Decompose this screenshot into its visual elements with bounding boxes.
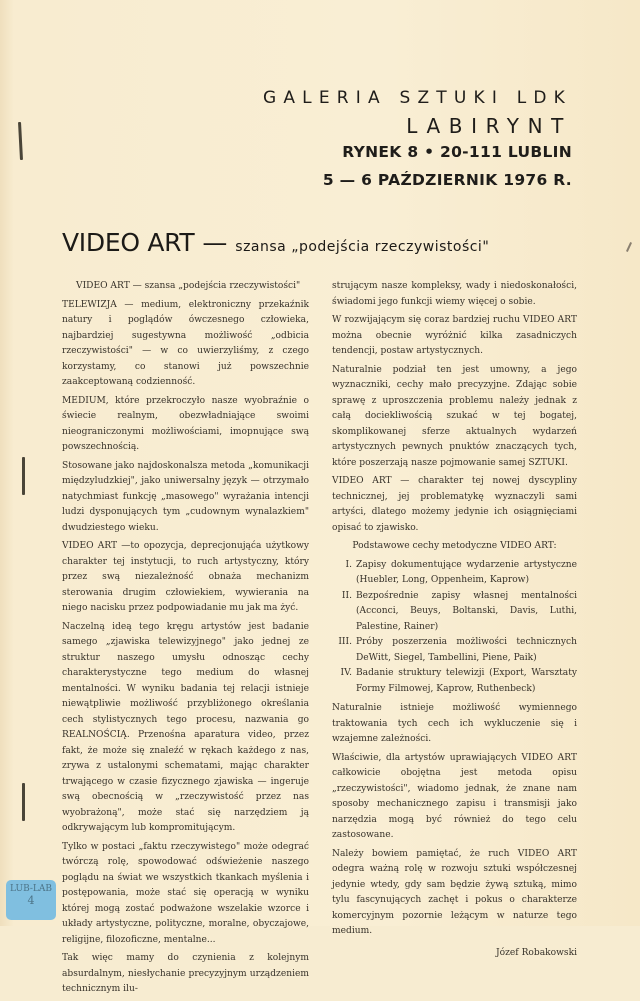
paragraph: Stosowane jako najdoskonalsza metoda „komunikacji międzyludzkiej", jako uniwersalny język — otrzymało natychmiast funkcję „masowego" wyrażania intencji ludzi dysponujących tym „cudownym wynalazkiem" dwudziestego wieku. <box>62 460 309 533</box>
paragraph: TELEWIZJA — medium, elektroniczny przekaźnik natury i poglądów ówczesnego człowieka, najbardziej sugestywna możliwość „odbicia rzeczywistości" — w co uwierzyliśmy, z czego korzystamy, co stanowi już powszechnie zaakceptowaną codzienność. <box>62 299 309 387</box>
list-number: I. <box>345 559 352 570</box>
pencil-mark <box>626 242 632 252</box>
list-text: Bezpośrednie zapisy własnej mentalności (Acconci, Beuys, Boltanski, Davis, Luthi, Palestine, Rainer) <box>356 590 577 632</box>
paragraph: MEDIUM, które przekroczyło nasze wyobraźnie o świecie realnym, obezwładniające swoimi nieograniczonymi możliwościami, imopnujące swą powszechnością. <box>62 395 309 452</box>
gallery-name: GALERIA SZTUKI LDK <box>262 88 572 108</box>
author-signature: Józef Robakowski <box>496 947 577 958</box>
archive-stamp <box>6 880 56 920</box>
list-item <box>332 666 577 697</box>
list-item <box>332 589 577 636</box>
list-text: Badanie struktury telewizji (Export, Warsztaty Formy Filmowej, Kaprow, Ruthenbeck) <box>356 668 577 694</box>
list-intro: Podstawowe cechy metodyczne VIDEO ART: <box>352 541 557 551</box>
paragraph: VIDEO ART — szansa „podejścia rzeczywistości" <box>76 281 301 291</box>
paragraph: strującym nasze kompleksy, wady i niedoskonałości, świadomi jego funkcji wiemy więcej o sobie. <box>332 281 577 307</box>
title-dash: — <box>194 228 236 257</box>
staple-mark-bottom <box>22 783 25 821</box>
paragraph: VIDEO ART — charakter tej nowej dyscypliny technicznej, jej problematykę wyznaczyli sami artyści, dlatego możemy jedynie ich osiągnięciami opisać to zjawisko. <box>332 476 577 533</box>
paragraph: Właściwie, dla artystów uprawiających VIDEO ART całkowicie obojętna jest metoda opisu „rzeczywistości", wiadomo jednak, że znane nam sposoby mechanicznego zapisu i transmisji jako narzędzia mogą być również do tego celu zastosowane. <box>332 752 577 840</box>
event-date: 5 — 6 PAŹDZIERNIK 1976 R. <box>322 171 572 189</box>
staple-mark-top <box>18 122 23 160</box>
paragraph: Naturalnie istnieje możliwość wymiennego traktowania tych cech ich wykluczenie się i wzajemne zależności. <box>332 703 577 744</box>
gallery-address: RYNEK 8 • 20-111 LUBLIN <box>342 143 572 161</box>
list-number: III. <box>338 637 352 647</box>
title-main: VIDEO ART <box>62 228 195 257</box>
list-item <box>332 635 577 666</box>
paragraph: Należy bowiem pamiętać, że ruch VIDEO ART odegra ważną rolę w rozwoju sztuki współczesnej jedynie wtedy, gdy sam będzie żywą sztuką, mimo tylu fascynujących zachęt i pokus o charakterze komercyjnym pozornie leżącym w naturze tego medium. <box>332 848 577 936</box>
title-subtitle: szansa „podejścia rzeczywistości" <box>235 239 490 255</box>
paragraph: Naczelną ideą tego kręgu artystów jest badanie samego „zjawiska telewizyjnego" jako jednej ze struktur naszego umysłu odnosząc cechy charakterystyczne tego medium do własnej mentalności. W wyniku badania tej relacji istnieje niewątpliwie możliwość przybliżonego określania cech stylistycznych tego procesu, nazwania go REALNOŚCIĄ. Przenośna aparatura video, przez fakt, że może się znaleźć w rękach każdego z nas, zrywa z ustalonymi schematami, mając charakter trwającego w czasie fizycznego zjawiska — ingeruje swą obecnością w „rzeczywistość przez nas wyobrażoną", może stać się narzędziem ją odkrywającym lub kompromitującym. <box>62 621 309 833</box>
list-number: IV. <box>340 668 352 678</box>
gallery-title: LABIRYNT <box>406 114 572 138</box>
paragraph: W rozwijającym się coraz bardziej ruchu VIDEO ART można obecnie wyróżnić kilka zasadniczych tendencji, postaw artystycznych. <box>332 315 577 356</box>
paragraph: Tylko w postaci „faktu rzeczywistego" może odegrać twórczą rolę, spowodować odświeżenie naszego poglądu na świat we wszystkich tkankach myślenia i postępowania, może stać się operacją w wyniku której mogą zostać podważone wszelakie wzorce i układy artystyczne, polityczne, moralne, obyczajowe, religijne, filozoficzne, mentalne... <box>62 841 309 945</box>
right-column <box>332 279 577 964</box>
methods-list <box>332 558 577 698</box>
article-title <box>62 228 489 257</box>
paragraph: Tak więc mamy do czynienia z kolejnym absurdalnym, niesłychanie precyzyjnym urządzeniem technicznym ilu- <box>62 953 309 994</box>
list-number: II. <box>341 590 352 601</box>
left-column <box>62 279 309 1001</box>
list-text: Zapisy dokumentujące wydarzenie artystyczne (Huebler, Long, Oppenheim, Kaprow) <box>356 559 577 585</box>
list-item <box>332 558 577 589</box>
list-text: Próby poszerzenia możliwości technicznych DeWitt, Siegel, Tambellini, Piene, Paik) <box>356 637 577 663</box>
stamp-label: LUB-LAB <box>10 884 52 894</box>
paragraph: Naturalnie podział ten jest umowny, a jego wyznaczniki, cechy mało precyzyjne. Zdając sobie sprawę z uproszczenia problemu należy jednak z całą dociekliwością szukać w tej bogatej, skomplikowanej sferze aktualnych wydarzeń artystycznych pewnych pnuktów znaczących tych, które poszerzają nasze pojmowanie samej SZTUKI. <box>332 364 577 468</box>
paragraph: VIDEO ART —to opozycja, deprecjonująća użytkowy charakter tej instytucji, to ruch artystyczny, który przez swą niezależność obnaża mechanizm sterowania drugim człowiekiem, wywierania na niego nacisku przez podpowiadanie mu jak ma żyć. <box>62 541 309 613</box>
staple-mark-middle <box>22 457 25 495</box>
stamp-number: 4 <box>27 894 35 907</box>
